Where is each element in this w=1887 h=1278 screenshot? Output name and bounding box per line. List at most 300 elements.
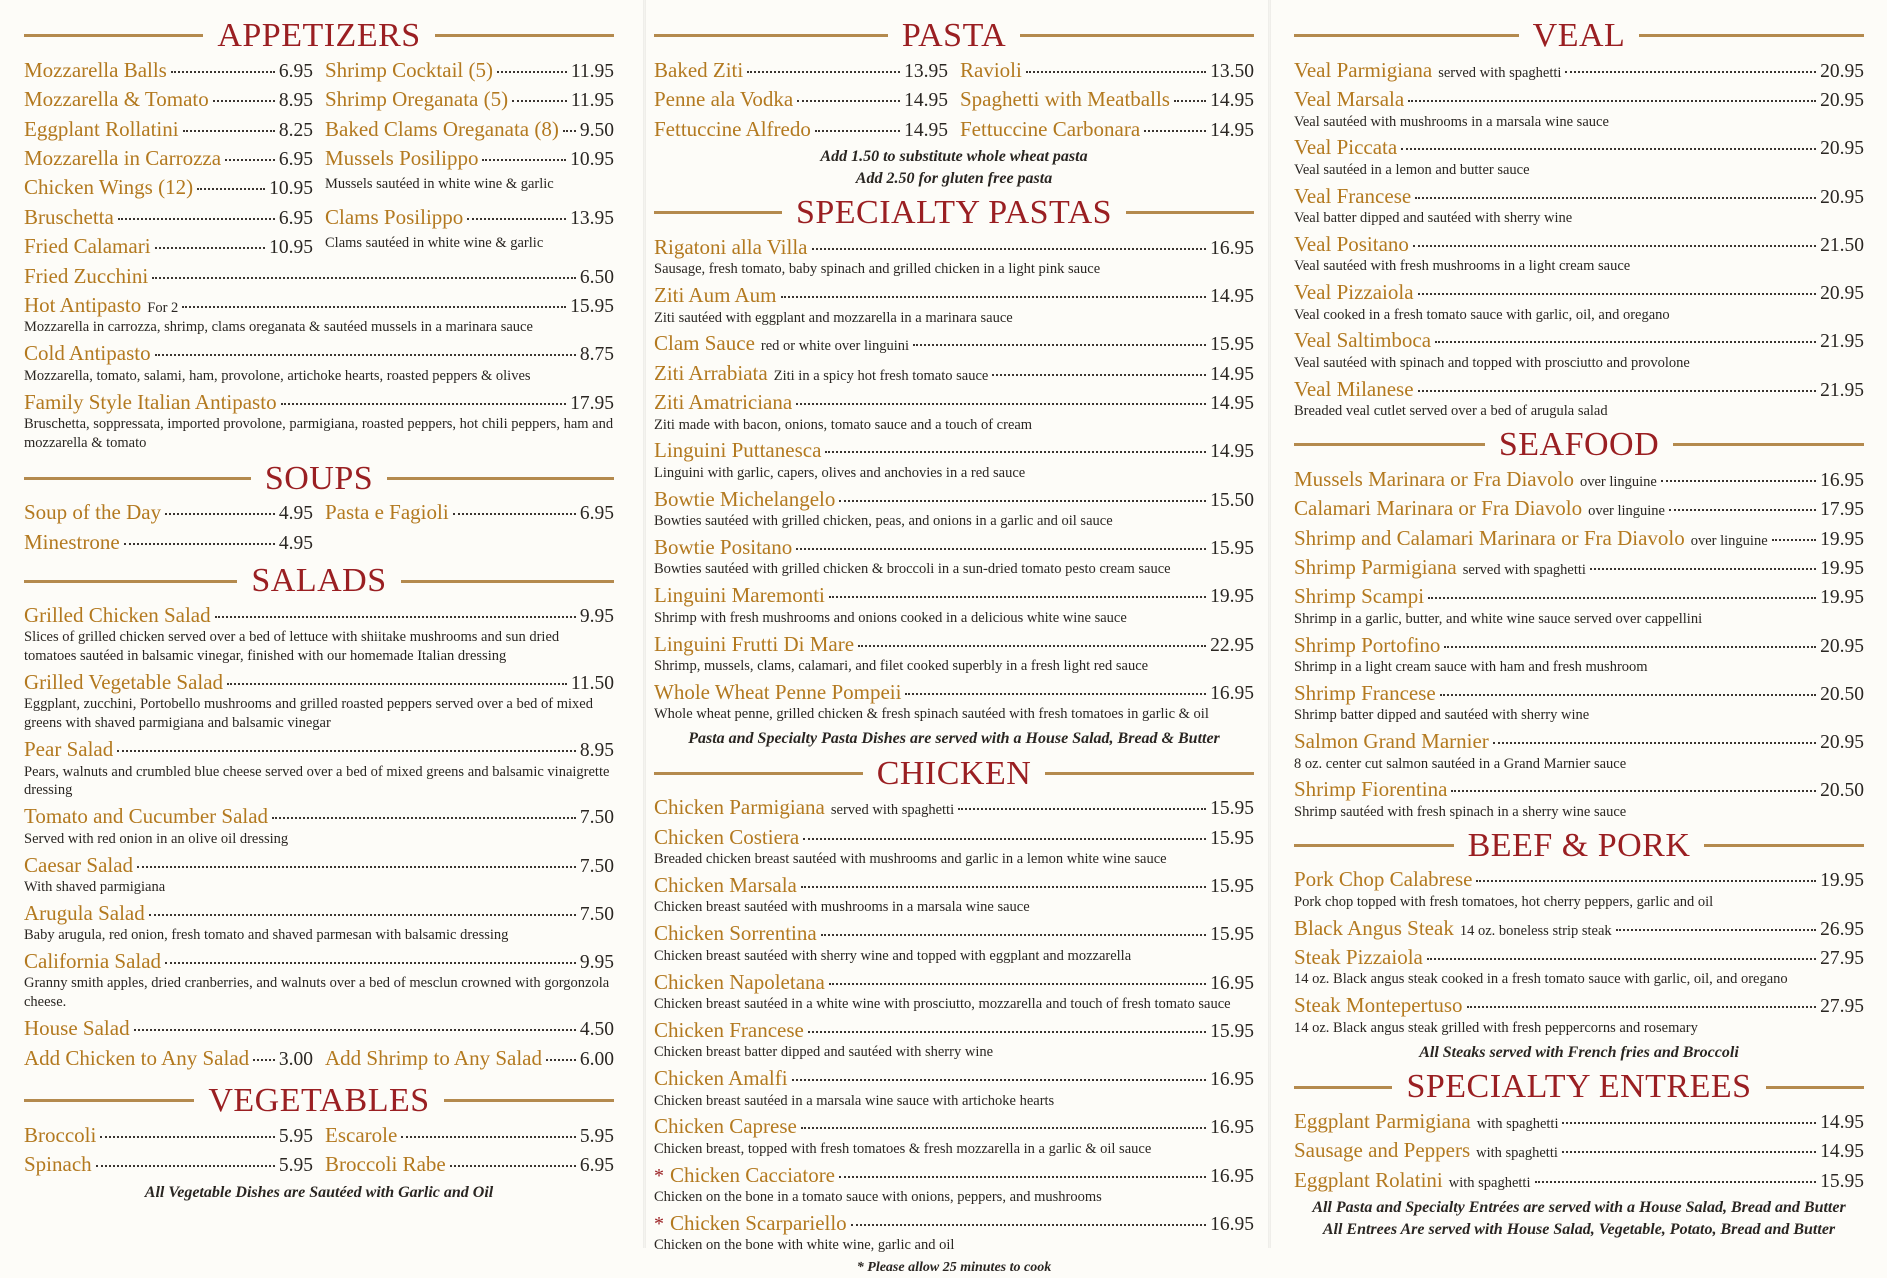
menu-item-name: Pasta e Fagioli xyxy=(325,500,449,525)
menu-item-note: with spaghetti xyxy=(1476,1145,1558,1162)
menu-item-price: 7.50 xyxy=(579,855,614,877)
menu-item-name: Penne ala Vodka xyxy=(654,87,794,112)
menu-item-note: Ziti in a spicy hot fresh tomato sauce xyxy=(773,367,989,384)
dot-leader xyxy=(1493,742,1816,744)
menu-item-row xyxy=(325,117,614,142)
menu-item-name: Minestrone xyxy=(24,529,120,554)
menu-item-row xyxy=(325,58,614,83)
menu-item-name: Eggplant Parmigiana xyxy=(1294,1108,1471,1133)
dot-leader xyxy=(1535,1181,1817,1183)
section-heading xyxy=(24,461,614,497)
menu-item-price: 4.95 xyxy=(278,532,313,554)
menu-item-pair xyxy=(24,146,614,171)
menu-item-row xyxy=(1294,184,1864,209)
menu-item-row xyxy=(654,117,948,142)
menu-item-price: 20.95 xyxy=(1820,90,1864,112)
menu-item-row xyxy=(24,853,614,878)
menu-item-cell xyxy=(24,87,313,112)
soups-section xyxy=(24,461,614,556)
menu-item-pair xyxy=(24,500,614,525)
appetizers-section xyxy=(24,18,614,453)
menu-item-price: 14.95 xyxy=(1210,90,1254,112)
menu-item-name: Linguini Puttanesca xyxy=(654,438,822,463)
menu-item-name: Veal Marsala xyxy=(1294,87,1405,112)
menu-item-price: 19.95 xyxy=(1820,870,1864,892)
dot-leader xyxy=(165,513,275,515)
dot-leader xyxy=(155,247,266,249)
menu-item-row xyxy=(24,1123,313,1148)
menu-item-name: Chicken Costiera xyxy=(654,824,800,849)
menu-item-price: 20.95 xyxy=(1820,635,1864,657)
menu-item xyxy=(24,293,614,337)
menu-item xyxy=(1294,328,1864,372)
menu-item-description: Slices of grilled chicken served over a bed of lettuce with shiitake mushrooms and sun dried tomatoes sautéed in balsamic vinegar, finished with our homemade Italian dressing xyxy=(24,629,560,665)
section-title: SEAFOOD xyxy=(1498,425,1660,463)
dot-leader xyxy=(913,344,1206,346)
dot-leader xyxy=(137,866,576,868)
menu-item xyxy=(24,341,614,385)
dot-leader xyxy=(401,1136,576,1138)
dot-leader xyxy=(792,1079,1207,1081)
menu-item-price: 5.95 xyxy=(278,1155,313,1177)
menu-item-row xyxy=(24,341,614,366)
heading-rule xyxy=(1294,34,1519,37)
menu-item-name: Chicken Wings (12) xyxy=(24,175,194,200)
menu-item xyxy=(1294,1168,1864,1193)
menu-item-row xyxy=(1294,945,1864,970)
dot-leader xyxy=(124,543,275,545)
menu-item-description: Clams sautéed in white wine & garlic xyxy=(325,235,544,252)
menu-item xyxy=(654,331,1254,356)
menu-item-row xyxy=(654,361,1254,386)
menu-item-description: Sausage, fresh tomato, baby spinach and grilled chicken in a light pink sauce xyxy=(654,261,1101,278)
dot-leader xyxy=(225,159,275,161)
menu-item-row xyxy=(1294,1138,1864,1163)
section-footnote: All Pasta and Specialty Entrées are served with a House Salad, Bread and Butter xyxy=(1312,1199,1846,1217)
menu-item-price: 16.95 xyxy=(1210,1213,1254,1235)
dot-leader xyxy=(1413,245,1816,247)
menu-item-price: 20.50 xyxy=(1820,683,1864,705)
section-footnote: All Steaks served with French fries and Broccoli xyxy=(1419,1043,1739,1061)
dot-leader xyxy=(149,914,576,916)
menu-item-name: Veal Positano xyxy=(1294,231,1409,256)
menu-item-name: Veal Piccata xyxy=(1294,135,1398,160)
section-title: SPECIALTY ENTREES xyxy=(1406,1068,1752,1106)
menu-item-row xyxy=(24,264,614,289)
menu-item-row xyxy=(654,825,1254,850)
menu-item xyxy=(24,901,614,945)
menu-item-description: Granny smith apples, dried cranberries, and walnuts over a bed of mesclun crowned with gorgonzola cheese. xyxy=(24,975,610,1011)
menu-item xyxy=(654,921,1254,965)
menu-item-price: 14.95 xyxy=(1210,393,1254,415)
dot-leader xyxy=(1451,790,1816,792)
dot-leader xyxy=(1401,148,1816,150)
menu-item-row xyxy=(24,146,313,171)
menu-item-row xyxy=(654,390,1254,415)
menu-item-name: Shrimp Francese xyxy=(1294,680,1436,705)
menu-item xyxy=(654,1066,1254,1110)
menu-item-price: 3.00 xyxy=(278,1048,313,1070)
menu-item xyxy=(24,804,614,848)
menu-item-price: 15.50 xyxy=(1210,489,1254,511)
menu-item-price: 14.95 xyxy=(1820,1141,1864,1163)
menu-item-description: Chicken breast sautéed with mushrooms in a marsala wine sauce xyxy=(654,899,1030,916)
menu-item-description: Veal sautéed with mushrooms in a marsala wine sauce xyxy=(1294,113,1609,130)
dot-leader xyxy=(1435,341,1816,343)
menu-item-price: 16.95 xyxy=(1820,469,1864,491)
menu-item-name: Veal Parmigiana xyxy=(1294,57,1433,82)
section-heading xyxy=(654,756,1254,792)
menu-item-name: Escarole xyxy=(325,1122,398,1147)
menu-item-note: over linguine xyxy=(1690,532,1768,549)
menu-item-note: served with spaghetti xyxy=(1438,64,1562,81)
menu-item-price: 15.95 xyxy=(1210,876,1254,898)
menu-item-name: Bruschetta xyxy=(24,204,114,229)
menu-item-name: Cold Antipasto xyxy=(24,341,151,366)
menu-item-price: 11.95 xyxy=(570,60,614,82)
menu-item-name: Steak Pizzaiola xyxy=(1294,945,1423,970)
menu-item xyxy=(1294,184,1864,228)
menu-item-row xyxy=(1294,555,1864,580)
pasta-section xyxy=(654,18,1254,189)
menu-item-row xyxy=(1294,467,1864,492)
specialty-pastas-section xyxy=(654,195,1254,750)
dot-leader xyxy=(1418,293,1817,295)
menu-item-row xyxy=(1294,232,1864,257)
menu-item-price: 14.95 xyxy=(1210,363,1254,385)
heading-rule xyxy=(1126,211,1254,214)
menu-item-row xyxy=(1294,777,1864,802)
menu-item-name: Chicken Sorrentina xyxy=(654,921,817,946)
menu-item-price: 17.95 xyxy=(1820,499,1864,521)
heading-rule xyxy=(24,1099,194,1102)
menu-item-name: Chicken Cacciatore xyxy=(670,1162,836,1187)
menu-item-row xyxy=(654,1018,1254,1043)
heading-rule xyxy=(1766,1086,1864,1089)
dot-leader xyxy=(796,403,1206,405)
menu-item-price: 19.95 xyxy=(1820,557,1864,579)
menu-item-description: Eggplant, zucchini, Portobello mushrooms and grilled roasted peppers served over a bed of mixed greens with shaved parmigiana and balsamic vinegar xyxy=(24,696,593,732)
menu-item xyxy=(654,583,1254,627)
menu-item-row xyxy=(654,921,1254,946)
menu-item-name: Salmon Grand Marnier xyxy=(1294,729,1489,754)
menu-item-pair xyxy=(654,117,1254,142)
menu-item-cell xyxy=(325,1152,614,1177)
menu-item-row xyxy=(24,390,614,415)
menu-item xyxy=(1294,496,1864,521)
section-title: VEGETABLES xyxy=(208,1082,430,1119)
menu-item-description: Chicken breast sautéed with sherry wine and topped with eggplant and mozzarella xyxy=(654,947,1132,964)
menu-item-price: 4.95 xyxy=(278,503,313,525)
menu-item-row xyxy=(654,1114,1254,1139)
menu-item-price: 20.95 xyxy=(1820,283,1864,305)
dot-leader xyxy=(1444,646,1816,648)
dot-leader xyxy=(96,1165,275,1167)
menu-item-pair xyxy=(24,87,614,112)
menu-item xyxy=(1294,467,1864,492)
dot-leader xyxy=(796,548,1206,550)
dot-leader xyxy=(117,750,576,752)
menu-item-price: 4.50 xyxy=(579,1019,614,1041)
menu-item-price: 15.95 xyxy=(1210,798,1254,820)
menu-item-price: 14.95 xyxy=(904,119,948,141)
menu-item-cell xyxy=(24,1152,313,1177)
menu-item-name: Clam Sauce xyxy=(654,331,755,356)
chicken-section xyxy=(654,756,1254,1278)
menu-item xyxy=(1294,584,1864,628)
dot-leader xyxy=(747,71,900,73)
menu-item-price: 6.95 xyxy=(278,148,313,170)
menu-item-price: 15.95 xyxy=(1210,334,1254,356)
section-title: VEAL xyxy=(1532,17,1626,54)
menu-item-cell xyxy=(654,58,948,83)
menu-item xyxy=(24,390,614,453)
heading-rule xyxy=(387,477,614,480)
menu-item-price: 21.95 xyxy=(1820,331,1864,353)
menu-item xyxy=(1294,1109,1864,1134)
dot-leader xyxy=(1427,958,1816,960)
menu-item-price: 27.95 xyxy=(1820,996,1864,1018)
menu-item-pair xyxy=(654,58,1254,83)
menu-item-name: Chicken Marsala xyxy=(654,873,797,898)
dot-leader xyxy=(171,71,275,73)
menu-item-cell xyxy=(325,234,614,259)
menu-item-price: 19.95 xyxy=(1820,587,1864,609)
menu-item-cell xyxy=(325,175,614,200)
menu-item-name: Grilled Chicken Salad xyxy=(24,602,211,627)
menu-item-note: 14 oz. boneless strip steak xyxy=(1459,922,1612,939)
menu-item-row xyxy=(1294,993,1864,1018)
section-heading xyxy=(1294,18,1864,54)
dot-leader xyxy=(253,1059,275,1061)
menu-item-name: Mussels Posilippo xyxy=(325,145,479,170)
menu-item-price: 26.95 xyxy=(1820,918,1864,940)
menu-item xyxy=(1294,526,1864,551)
dot-leader xyxy=(1772,539,1816,541)
menu-item-name: Ravioli xyxy=(960,57,1022,82)
menu-item-price: 19.95 xyxy=(1210,586,1254,608)
menu-item xyxy=(654,1114,1254,1158)
menu-item-cell xyxy=(325,530,614,555)
menu-item-row xyxy=(24,293,614,318)
menu-item-price: 13.95 xyxy=(904,60,948,82)
dot-leader xyxy=(821,934,1206,936)
dot-leader xyxy=(839,1176,1206,1178)
menu-item-description: Baby arugula, red onion, fresh tomato and shaved parmesan with balsamic dressing xyxy=(24,927,509,944)
menu-item-row xyxy=(654,283,1254,308)
section-heading xyxy=(24,563,614,599)
menu-item-name: Add Chicken to Any Salad xyxy=(24,1045,250,1070)
menu-item-row xyxy=(654,1163,1254,1188)
menu-item-description: Bowties sautéed with grilled chicken, peas, and onions in a garlic and oil sauce xyxy=(654,513,1113,530)
menu-item-row xyxy=(325,205,614,230)
menu-item-cell xyxy=(24,58,313,83)
dot-leader xyxy=(858,645,1206,647)
menu-item xyxy=(1294,945,1864,989)
menu-item-description: Ziti sautéed with eggplant and mozzarella in a marinara sauce xyxy=(654,309,1013,326)
dot-leader xyxy=(165,962,576,964)
menu-item-price: 6.95 xyxy=(278,60,313,82)
section-heading xyxy=(24,1083,614,1119)
menu-item-price: 22.95 xyxy=(1210,634,1254,656)
menu-item-row xyxy=(654,331,1254,356)
menu-item-description: Mozzarella in carrozza, shrimp, clams oreganata & sautéed mussels in a marinara sauce xyxy=(24,319,533,336)
menu-item-pair xyxy=(24,1152,614,1177)
menu-item-description: With shaved parmigiana xyxy=(24,878,166,895)
heading-rule xyxy=(24,580,237,583)
menu-item-row xyxy=(654,535,1254,560)
menu-item-price: 9.95 xyxy=(579,605,614,627)
dot-leader xyxy=(1476,880,1816,882)
menu-item-cell xyxy=(24,530,313,555)
menu-item-name: Fettuccine Alfredo xyxy=(654,116,811,141)
menu-item-price: 15.95 xyxy=(1210,538,1254,559)
menu-item-description: Shrimp, mussels, clams, calamari, and filet cooked superbly in a fresh light red sauce xyxy=(654,657,1149,674)
dot-leader xyxy=(992,374,1206,376)
menu-item-price: 27.95 xyxy=(1820,948,1864,970)
menu-item-name: House Salad xyxy=(24,1016,130,1041)
menu-item-row xyxy=(654,438,1254,463)
menu-item-name: Add Shrimp to Any Salad xyxy=(325,1045,543,1070)
menu-item-row xyxy=(654,795,1254,820)
menu-item xyxy=(1294,633,1864,677)
menu-item-row xyxy=(654,873,1254,898)
menu-item-name: Ziti Arrabiata xyxy=(654,360,768,385)
menu-item-row xyxy=(1294,1168,1864,1193)
menu-item-name: Arugula Salad xyxy=(24,900,145,925)
menu-item-row xyxy=(1294,87,1864,112)
menu-item-cell xyxy=(325,117,614,142)
menu-item-name: Sausage and Peppers xyxy=(1294,1138,1471,1163)
menu-column-left xyxy=(24,12,614,1238)
menu-item-row xyxy=(1294,633,1864,658)
menu-item-name: Ziti Aum Aum xyxy=(654,283,777,308)
menu-item-name: Spaghetti with Meatballs xyxy=(960,87,1170,112)
menu-item-price: 20.95 xyxy=(1820,732,1864,754)
menu-item-note: over linguine xyxy=(1579,473,1657,490)
menu-item-pair xyxy=(24,1123,614,1148)
menu-item-price: 20.95 xyxy=(1820,138,1864,160)
heading-rule xyxy=(1045,772,1254,775)
menu-item-price: 16.95 xyxy=(1210,1165,1254,1187)
menu-item-description: Shrimp in a garlic, butter, and white wine sauce served over cappellini xyxy=(1294,610,1703,627)
salads-section xyxy=(24,563,614,1071)
menu-item-row xyxy=(24,949,614,974)
menu-item-price: 5.95 xyxy=(579,1125,614,1147)
menu-item-price: 21.95 xyxy=(1820,379,1864,401)
menu-item-row xyxy=(1294,328,1864,353)
menu-item-name: Mussels Marinara or Fra Diavolo xyxy=(1294,466,1574,491)
menu-item-price: 16.95 xyxy=(1210,972,1254,994)
veal-section xyxy=(1294,18,1864,421)
menu-item-description: Mozzarella, tomato, salami, ham, provolone, artichoke hearts, roasted peppers & olives xyxy=(24,367,531,384)
dot-leader xyxy=(829,983,1206,985)
dot-leader xyxy=(1174,100,1206,102)
asterisk-marker: * xyxy=(654,1164,664,1187)
menu-item-row xyxy=(654,487,1254,512)
dot-leader xyxy=(183,130,275,132)
menu-item-price: 20.95 xyxy=(1820,186,1864,208)
menu-item-name: Baked Ziti xyxy=(654,57,744,82)
dot-leader xyxy=(803,838,1206,840)
menu-item-name: Hot Antipasto xyxy=(24,293,142,318)
menu-item xyxy=(1294,87,1864,131)
dot-leader xyxy=(1661,480,1816,482)
menu-item-description: Chicken breast batter dipped and sautéed with sherry wine xyxy=(654,1044,994,1061)
heading-rule xyxy=(1294,844,1454,847)
menu-item-name: Family Style Italian Antipasto xyxy=(24,389,277,414)
dot-leader xyxy=(482,159,566,161)
dot-leader xyxy=(1418,390,1817,392)
dot-leader xyxy=(815,130,900,132)
menu-item-price: 16.95 xyxy=(1210,237,1254,259)
menu-item-price: 13.95 xyxy=(570,207,614,229)
menu-item-price: 6.50 xyxy=(579,266,614,288)
specialty-entrees-section xyxy=(1294,1069,1864,1240)
heading-rule xyxy=(654,34,888,37)
menu-item-price: 9.50 xyxy=(579,119,614,141)
menu-item-price: 9.95 xyxy=(579,952,614,974)
menu-item-row xyxy=(325,1152,614,1177)
dot-leader xyxy=(1026,71,1206,73)
menu-item-name: Shrimp Cocktail (5) xyxy=(325,57,493,82)
menu-item xyxy=(1294,58,1864,83)
menu-item-row xyxy=(24,87,313,112)
menu-item-name: Tomato and Cucumber Salad xyxy=(24,804,269,829)
dot-leader xyxy=(1467,1006,1817,1008)
menu-item-description: Veal batter dipped and sautéed with sherry wine xyxy=(1294,210,1573,227)
menu-item-cell xyxy=(325,58,614,83)
menu-item xyxy=(1294,777,1864,821)
menu-item xyxy=(654,361,1254,386)
menu-item xyxy=(1294,1138,1864,1163)
menu-item-name: Chicken Francese xyxy=(654,1017,804,1042)
menu-item-row xyxy=(24,737,614,762)
menu-item-price: 8.95 xyxy=(278,90,313,112)
dot-leader xyxy=(272,817,576,819)
menu-item-row xyxy=(325,1123,614,1148)
menu-item-pair xyxy=(24,117,614,142)
menu-item-name: Veal Pizzaiola xyxy=(1294,280,1414,305)
menu-item-name: Ziti Amatriciana xyxy=(654,390,793,415)
section-footnote: Pasta and Specialty Pasta Dishes are served with a House Salad, Bread & Butter xyxy=(688,730,1220,748)
panel-fold xyxy=(643,0,646,1248)
menu-item-price: 14.95 xyxy=(1210,441,1254,463)
menu-item xyxy=(654,1211,1254,1255)
menu-item-cell xyxy=(325,146,614,171)
menu-item-name: Bowtie Positano xyxy=(654,535,793,559)
heading-rule xyxy=(24,477,251,480)
menu-item-row xyxy=(325,500,614,525)
menu-item-name: Mozzarella & Tomato xyxy=(24,87,209,112)
menu-item-name: Steak Montepertuso xyxy=(1294,993,1463,1018)
section-title: APPETIZERS xyxy=(217,17,421,54)
heading-rule xyxy=(654,211,782,214)
menu-item xyxy=(1294,232,1864,276)
menu-item-name: Shrimp and Calamari Marinara or Fra Diavolo xyxy=(1294,525,1685,550)
heading-rule xyxy=(401,580,614,583)
menu-item-name: Fried Calamari xyxy=(24,234,151,259)
dot-leader xyxy=(134,1029,576,1031)
menu-item-description: Shrimp with fresh mushrooms and onions cooked in a delicious white wine sauce xyxy=(654,609,1127,626)
menu-item xyxy=(654,438,1254,482)
heading-rule xyxy=(1639,34,1864,37)
menu-item-pair xyxy=(24,58,614,83)
heading-rule xyxy=(444,1099,614,1102)
menu-item-cell xyxy=(325,87,614,112)
menu-item-name: Chicken Napoletana xyxy=(654,969,825,994)
menu-item-price: 14.95 xyxy=(1210,286,1254,308)
